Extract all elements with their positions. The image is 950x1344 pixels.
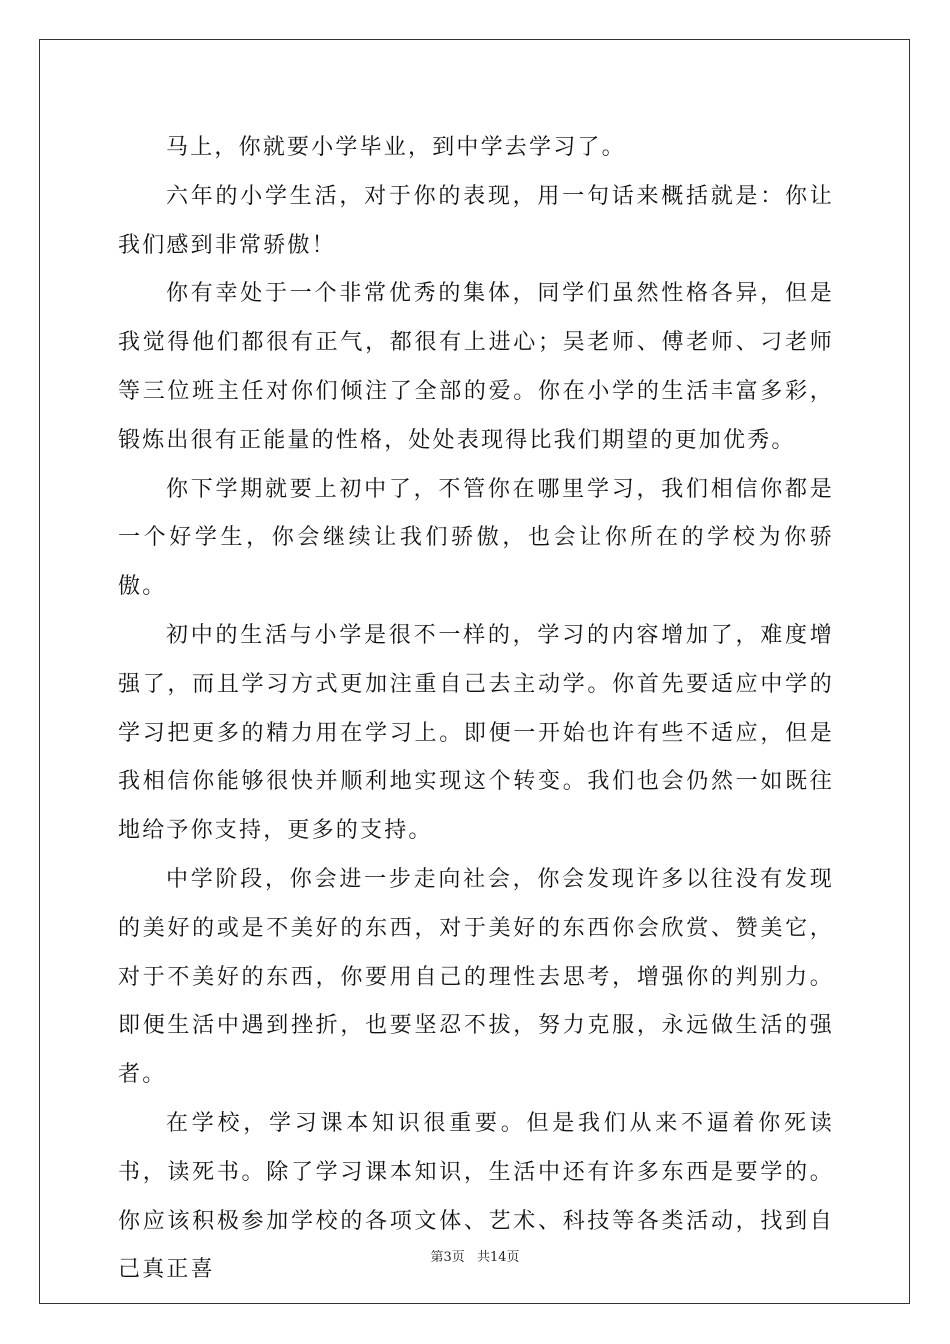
paragraph-6: 中学阶段，你会进一步走向社会，你会发现许多以往没有发现的美好的或是不美好的东西，对于美好的东西你会欣赏、赞美它，对于不美好的东西，你要用自己的理性去思考，增强你的判别力。即便生活中遇到挫折，也要坚忍不拔，努力克服，永远做生活的强者。 <box>118 866 834 1088</box>
paragraph-7: 在学校，学习课本知识很重要。但是我们从来不逼着你死读书，读死书。除了学习课本知识，生活中还有许多东西是要学的。你应该积极参加学校的各项文体、艺术、科技等各类活动，找到自己真正喜 <box>118 1110 834 1283</box>
document-body <box>118 124 834 1295</box>
paragraph-4: 你下学期就要上初中了，不管你在哪里学习，我们相信你都是一个好学生，你会继续让我们骄傲，也会让你所在的学校为你骄傲。 <box>118 476 834 600</box>
page-total: 共14页 <box>476 1250 520 1265</box>
paragraph-3: 你有幸处于一个非常优秀的集体，同学们虽然性格各异，但是我觉得他们都很有正气，都很有上进心；吴老师、傅老师、刁老师等三位班主任对你们倾注了全部的爱。你在小学的生活丰富多彩，锻炼出很有正能量的性格，处处表现得比我们期望的更加优秀。 <box>118 281 834 453</box>
page-footer <box>0 1246 950 1265</box>
paragraph-1: 马上，你就要小学毕业，到中学去学习了。 <box>166 135 626 160</box>
page-number: 第3页 <box>430 1250 465 1265</box>
paragraph-2: 六年的小学生活，对于你的表现，用一句话来概括就是：你让我们感到非常骄傲！ <box>118 183 834 258</box>
paragraph-5: 初中的生活与小学是很不一样的，学习的内容增加了，难度增强了，而且学习方式更加注重自己去主动学。你首先要适应中学的学习把更多的精力用在学习上。即便一开始也许有些不适应，但是我相信你能够很快并顺利地实现这个转变。我们也会仍然一如既往地给予你支持，更多的支持。 <box>118 622 834 844</box>
